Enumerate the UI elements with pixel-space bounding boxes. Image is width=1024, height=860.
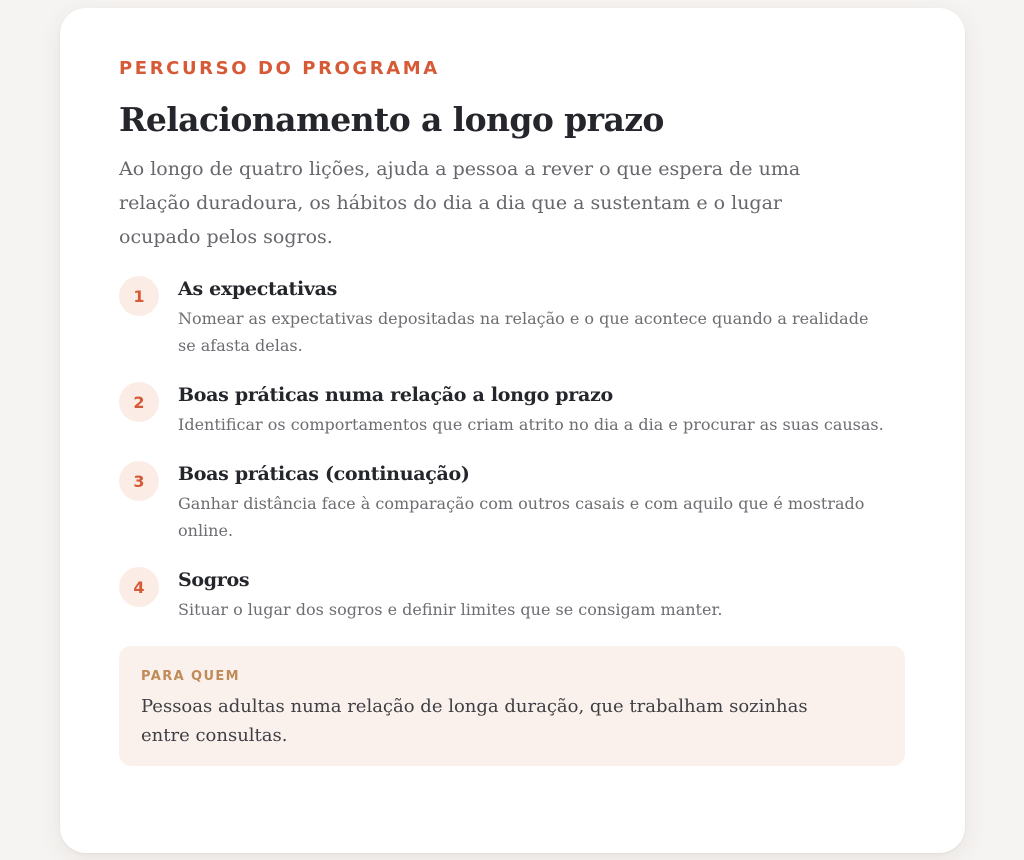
program-title: Relacionamento a longo prazo	[119, 100, 664, 139]
lesson-body	[178, 276, 905, 359]
audience-box	[119, 646, 905, 766]
lesson-item	[119, 461, 905, 544]
lesson-number-badge: 1	[119, 276, 159, 316]
lesson-item	[119, 276, 905, 359]
lesson-body	[178, 567, 905, 623]
lesson-number-badge: 2	[119, 382, 159, 422]
lesson-body	[178, 461, 905, 544]
program-intro: Ao longo de quatro lições, ajuda a pessoa a rever o que espera de uma relação duradoura, os hábitos do dia a dia que a sustentam e o lugar ocupado pelos sogros.	[119, 158, 801, 248]
lesson-description: Identificar os comportamentos que criam atrito no dia a dia e procurar as suas causas.	[178, 415, 884, 434]
lesson-list	[119, 276, 905, 623]
audience-label: PARA QUEM	[141, 669, 241, 684]
lesson-item	[119, 382, 905, 438]
program-card	[60, 8, 965, 853]
audience-text: Pessoas adultas numa relação de longa duração, que trabalham sozinhas entre consultas.	[141, 696, 808, 746]
lesson-item	[119, 567, 905, 623]
lesson-description: Ganhar distância face à comparação com outros casais e com aquilo que é mostrado online.	[178, 494, 865, 540]
section-eyebrow: PERCURSO DO PROGRAMA	[119, 58, 440, 79]
lesson-description: Situar o lugar dos sogros e definir limites que se consigam manter.	[178, 600, 723, 619]
lesson-title: Sogros	[178, 569, 250, 591]
lesson-number-badge: 4	[119, 567, 159, 607]
lesson-description: Nomear as expectativas depositadas na relação e o que acontece quando a realidade se afasta delas.	[178, 309, 869, 355]
lesson-title: Boas práticas numa relação a longo prazo	[178, 384, 613, 406]
lesson-title: Boas práticas (continuação)	[178, 463, 470, 485]
lesson-body	[178, 382, 905, 438]
lesson-title: As expectativas	[178, 278, 338, 300]
lesson-number-badge: 3	[119, 461, 159, 501]
